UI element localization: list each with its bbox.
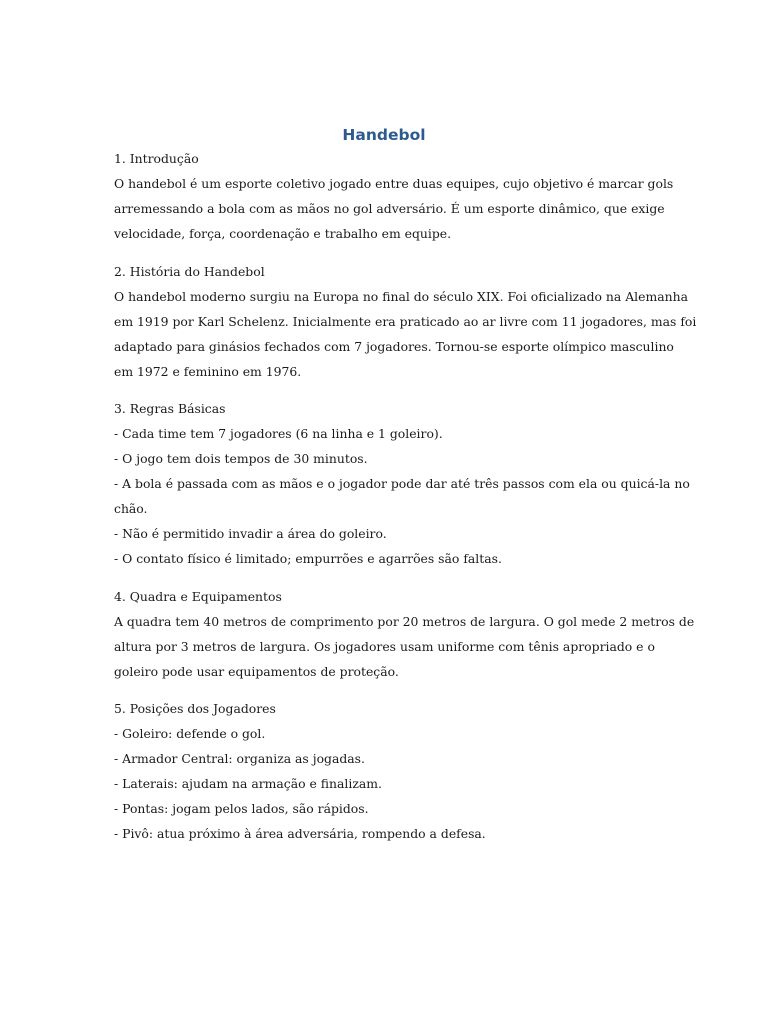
section-heading: 5. Posições dos Jogadores — [114, 701, 276, 716]
document-title: Handebol — [342, 126, 426, 144]
list-item: - A bola é passada com as mãos e o jogador pode dar até três passos com ela ou quicá-la no — [114, 476, 690, 491]
paragraph-line: goleiro pode usar equipamentos de proteção. — [114, 663, 399, 679]
section-spacer — [114, 571, 674, 584]
paragraph-line: A quadra tem 40 metros de comprimento por 20 metros de largura. O gol mede 2 metros de — [114, 613, 695, 629]
list-item: - Armador Central: organiza as jogadas. — [114, 751, 365, 766]
paragraph-line: O handebol moderno surgiu na Europa no final do século XIX. Foi oficializado na Alemanha — [114, 288, 688, 304]
section-posicoes — [114, 696, 674, 846]
list-item: - Não é permitido invadir a área do goleiro. — [114, 526, 387, 541]
section-regras — [114, 396, 690, 571]
paragraph-line: altura por 3 metros de largura. Os jogadores usam uniforme com tênis apropriado e o — [114, 638, 655, 654]
list-item-continuation: chão. — [114, 501, 148, 516]
list-item: - O jogo tem dois tempos de 30 minutos. — [114, 451, 368, 466]
section-heading: 3. Regras Básicas — [114, 401, 226, 416]
paragraph-line: arremessando a bola com as mãos no gol adversário. É um esporte dinâmico, que exige — [114, 201, 665, 216]
list-item: - Pivô: atua próximo à área adversária, rompendo a defesa. — [114, 826, 486, 841]
paragraph-line: O handebol é um esporte coletivo jogado entre duas equipes, cujo objetivo é marcar gols — [114, 176, 674, 191]
paragraph-line: velocidade, força, coordenação e trabalho em equipe. — [114, 226, 452, 241]
list-item: - O contato físico é limitado; empurrões e agarrões são faltas. — [114, 551, 502, 566]
section-heading: 4. Quadra e Equipamentos — [114, 588, 282, 604]
list-item: - Cada time tem 7 jogadores (6 na linha e 1 goleiro). — [114, 426, 443, 441]
paragraph-line: em 1919 por Karl Schelenz. Inicialmente era praticado ao ar livre com 11 jogadores, mas foi — [114, 313, 697, 329]
list-item: - Goleiro: defende o gol. — [114, 726, 266, 741]
section-spacer — [114, 384, 674, 397]
section-spacer — [114, 246, 674, 259]
list-item: - Pontas: jogam pelos lados, são rápidos. — [114, 801, 369, 816]
section-spacer — [114, 684, 674, 697]
section-historia — [114, 259, 697, 384]
section-heading: 1. Introdução — [114, 151, 199, 166]
paragraph-line: adaptado para ginásios fechados com 7 jogadores. Tornou-se esporte olímpico masculino — [114, 338, 674, 354]
list-item: - Laterais: ajudam na armação e finalizam. — [114, 776, 382, 791]
document-body — [114, 146, 697, 846]
paragraph-line: em 1972 e feminino em 1976. — [114, 363, 302, 379]
section-quadra — [114, 584, 695, 684]
section-introducao — [114, 146, 674, 246]
section-heading: 2. História do Handebol — [114, 263, 265, 279]
